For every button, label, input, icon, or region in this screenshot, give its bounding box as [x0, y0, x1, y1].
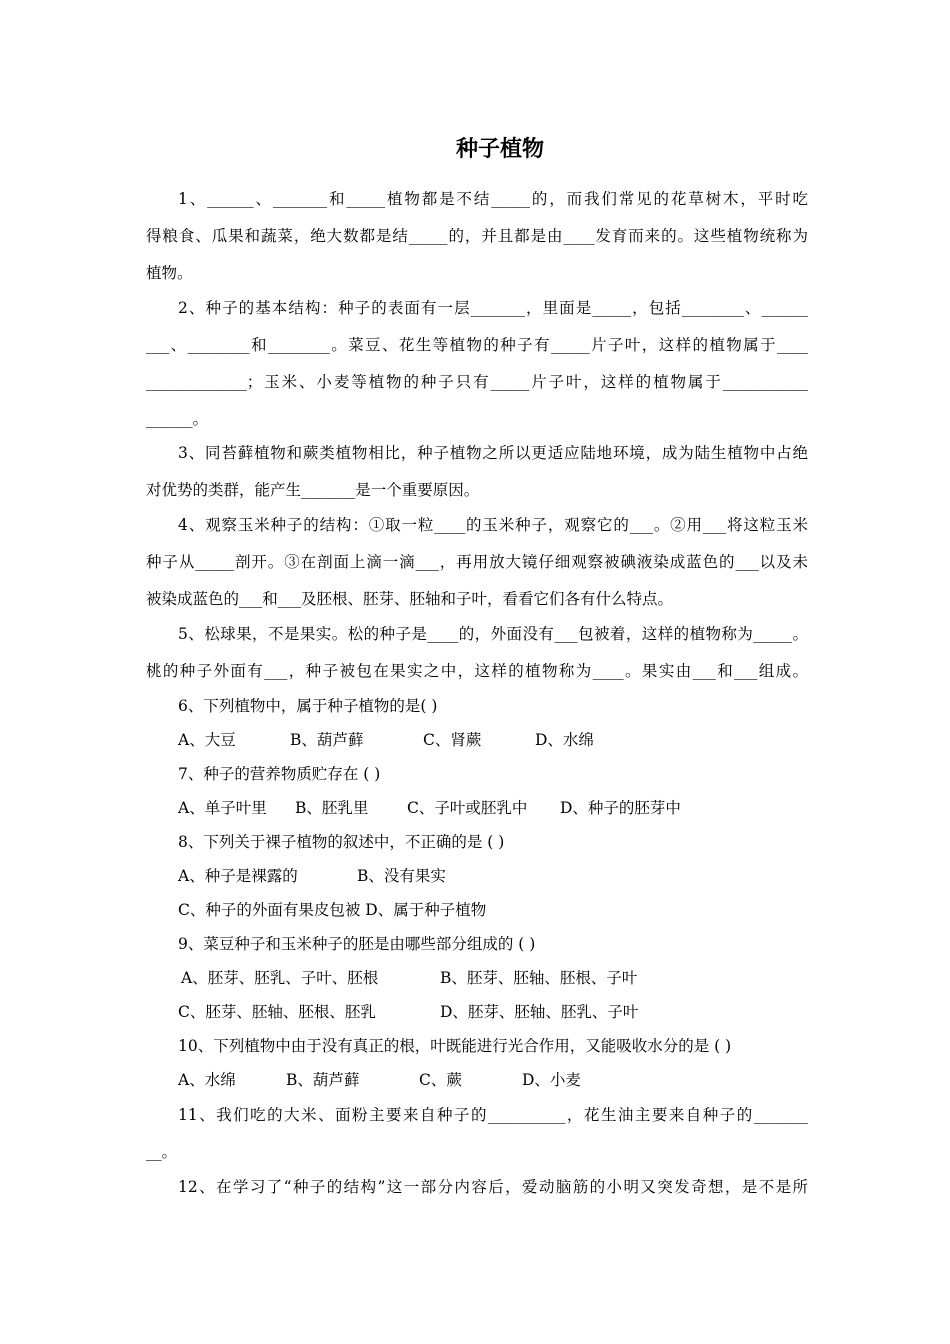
q9-option-c: C、胚芽、胚轴、胚根、胚乳	[178, 1003, 376, 1021]
q7-stem: 7、种子的营养物质贮存在 ( )	[178, 765, 381, 783]
q3-line-1: 3、同苔藓植物和蕨类植物相比，种子植物之所以更适应陆地环境，成为陆生植物中占绝	[178, 444, 808, 462]
q7-option-d: D、种子的胚芽中	[560, 799, 681, 817]
q9-option-b: B、胚芽、胚轴、胚根、子叶	[440, 969, 638, 987]
q10-option-b: B、葫芦藓	[286, 1071, 360, 1089]
page-title: 种子植物	[455, 137, 544, 162]
q2-line-3: _____________；玉米、小麦等植物的种子只有_____片子叶，这样的植物属于___________	[146, 373, 808, 391]
q5-line-1: 5、松球果，不是果实。松的种子是____的，外面没有___包被着，这样的植物称为_____。	[178, 625, 808, 643]
q12-line-1: 12、在学习了“种子的结构”这一部分内容后，爱动脑筋的小明又突发奇想，是不是所	[178, 1178, 808, 1196]
q1-line-2: 得粮食、瓜果和蔬菜，绝大数都是结_____的，并且都是由____发育而来的。这些植物统称为	[146, 227, 808, 245]
q11-line-2: __。	[146, 1143, 178, 1161]
q10-option-c: C、蕨	[419, 1071, 462, 1089]
q1-line-1: 1、______、_______和_____植物都是不结_____的，而我们常见的花草树木，平时吃	[178, 190, 808, 208]
q4-line-2: 种子从_____剖开。③在剖面上滴一滴___，再用放大镜仔细观察被碘液染成蓝色的___以及未	[146, 553, 808, 571]
q7-option-b: B、胚乳里	[295, 799, 369, 817]
q10-option-a: A、水绵	[178, 1071, 236, 1089]
q9-stem: 9、菜豆种子和玉米种子的胚是由哪些部分组成的 ( )	[178, 935, 536, 953]
q8-stem: 8、下列关于裸子植物的叙述中，不正确的是 ( )	[178, 833, 505, 851]
q5-line-2: 桃的种子外面有___，种子被包在果实之中，这样的植物称为____。果实由___和___组成。	[146, 662, 808, 680]
q6-option-c: C、肾蕨	[423, 731, 482, 749]
q2-line-4: ______。	[146, 410, 209, 428]
q10-stem: 10、下列植物中由于没有真正的根，叶既能进行光合作用，又能吸收水分的是 ( )	[178, 1037, 732, 1055]
q8-option-a: A、种子是裸露的	[178, 867, 298, 885]
q2-line-2: ___、________和________。菜豆、花生等植物的种子有_____片子叶，这样的植物属于____	[146, 336, 808, 354]
q9-option-a: A、胚芽、胚乳、子叶、胚根	[181, 969, 379, 987]
q8-options-cd: C、种子的外面有果皮包被 D、属于种子植物	[178, 901, 487, 919]
q4-line-1: 4、观察玉米种子的结构：①取一粒____的玉米种子，观察它的___。②用___将这粒玉米	[178, 516, 808, 534]
q10-option-d: D、小麦	[522, 1071, 581, 1089]
q1-line-3: 植物。	[146, 264, 193, 282]
q6-option-a: A、大豆	[178, 731, 236, 749]
q4-line-3: 被染成蓝色的___和___及胚根、胚芽、胚轴和子叶，看看它们各有什么特点。	[146, 590, 674, 608]
q7-option-c: C、子叶或胚乳中	[407, 799, 528, 817]
q6-option-b: B、葫芦藓	[290, 731, 364, 749]
q2-line-1: 2、种子的基本结构：种子的表面有一层_______，里面是_____，包括________、______	[178, 299, 808, 317]
q9-option-d: D、胚芽、胚轴、胚乳、子叶	[440, 1003, 639, 1021]
q8-option-b: B、没有果实	[357, 867, 446, 885]
q3-line-2: 对优势的类群，能产生_______是一个重要原因。	[146, 481, 480, 499]
q6-stem: 6、下列植物中，属于种子植物的是( )	[178, 697, 438, 715]
q11-line-1: 11、我们吃的大米、面粉主要来自种子的__________，花生油主要来自种子的_______	[178, 1106, 808, 1124]
q7-option-a: A、单子叶里	[178, 799, 267, 817]
q6-option-d: D、水绵	[535, 731, 594, 749]
